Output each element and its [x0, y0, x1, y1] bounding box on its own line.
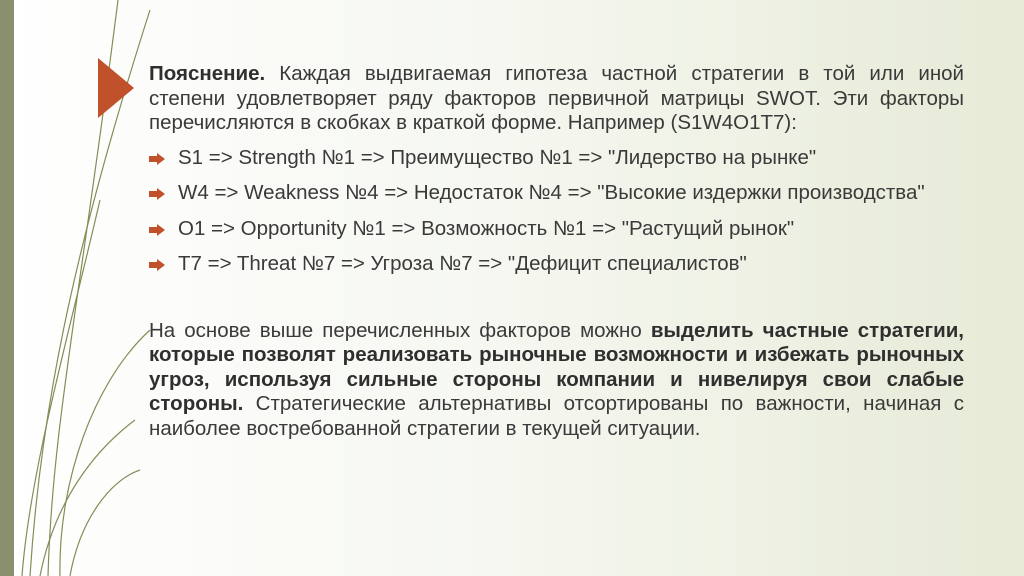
- arrow-bullet-icon: [149, 259, 165, 271]
- list-item-text: O1 => Opportunity №1 => Возможность №1 => "Растущий рынок": [178, 216, 795, 240]
- conclusion-paragraph: [149, 319, 964, 442]
- arrow-bullet-icon: [149, 224, 165, 236]
- list-item-text: W4 => Weakness №4 => Недостаток №4 => "Высокие издержки производства": [178, 181, 925, 204]
- list-item: [149, 146, 964, 171]
- list-item-text: S1 => Strength №1 => Преимущество №1 => "Лидерство на рынке": [178, 145, 817, 169]
- arrow-bullet-icon: [149, 188, 165, 200]
- intro-text: Каждая выдвигаемая гипотеза частной стратегии в той или иной степени удовлетворяет ряду факторов первичной матрицы SWOT. Эти факторы перечисляются в скобках в краткой форме. Например (S1W4O1T7):: [149, 62, 964, 134]
- list-item: [149, 217, 964, 242]
- list-item: [149, 252, 964, 277]
- factor-list: [149, 146, 964, 277]
- conclusion-text-end: Стратегические альтернативы отсортированы по важности, начиная с наиболее востребованной стратегии в текущей ситуации.: [149, 392, 964, 440]
- intro-paragraph: [149, 62, 964, 136]
- arrow-bullet-icon: [149, 153, 165, 165]
- conclusion-text-bold: выделить частные стратегии, которые позволят реализовать рыночные возможности и избежать рыночных угроз, используя сильные стороны компании и нивелируя свои слабые стороны.: [149, 318, 964, 415]
- list-item: [149, 181, 964, 206]
- slide-content: [149, 62, 964, 441]
- accent-triangle: [98, 58, 134, 118]
- list-item-text: T7 => Threat №7 => Угроза №7 => "Дефицит специалистов": [178, 252, 747, 275]
- conclusion-text-start: На основе выше перечисленных факторов можно: [149, 318, 651, 342]
- intro-label: Пояснение.: [149, 62, 266, 85]
- decorative-curves: [0, 0, 160, 576]
